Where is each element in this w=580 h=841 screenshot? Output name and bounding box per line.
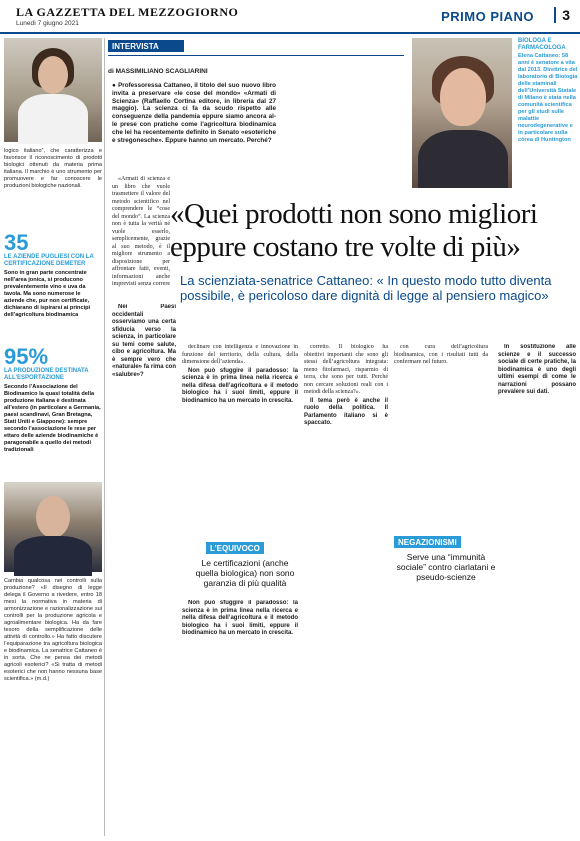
stat-value: 35 — [4, 230, 29, 255]
paragraph: Non può sfuggire il paradosso: la scienza è in prima linea nella ricerca e nella difesa dell’agricoltura e il metodo biologico ha i suoi limiti, eppure il biodinamico ha un mercato in crescita. — [182, 367, 298, 404]
stat-block-aziende — [4, 232, 102, 319]
stat-description: Sono in gran parte concentrate nell’area jonica, si producono prevalentemente vino e uva da tavola. Ma sono numerose le aziende che, pur non certificate, dichiarano di ispirarsi ai principi dell’agricoltura biodinamica — [4, 270, 91, 318]
page-number: 3 — [554, 7, 570, 23]
stat-description: Secondo l’Associazione del Biodinamico la quasi totalità della produzione italiana è destinata all’estero (in particolare a Germania, paesi scandinavi, Gran Bretagna, Stati Uniti e Giappone): sempre secondo l’associazione le rese per ettaro delle aziende biodinamiche è paragonabile a quello dei metodi tradizionali — [4, 384, 101, 453]
paragraph: In sostituzione alle scienze e il successo sociale di certe pratiche, la biodinamica è uno degli ultimi esempi di come le narrazioni possano prevalere sui dati. — [498, 344, 576, 395]
column-rule — [104, 38, 105, 836]
subheadline: La scienziata-senatrice Cattaneo: « In questo modo tutto diventa possibile, è pericoloso dare dignità di legge al pensiero magico» — [180, 273, 552, 303]
paragraph: con cura dell’agricoltura biodinamica, con i risultati tutti da confermare nel futuro. — [394, 344, 488, 365]
article-body-col2 — [182, 344, 298, 534]
caption-kicker: BIOLOGA E FARMACOLOGA — [518, 38, 566, 51]
sidebar-paragraph-top: logico italiano”, che caratterizza e favorisce il riconoscimento di prodotti biologici ottenuti da materia prima italiana. Il marchio è uno strumento per promuovere e far conoscere le produzioni biologiche nazionali. — [4, 148, 102, 189]
article-body-col1-lower — [112, 304, 176, 834]
paragraph: Non può sfuggire il paradosso: la scienza è in prima linea nella ricerca e nella difesa dell’agricoltura e il metodo biologico ha i suoi limiti, eppure il biodinamico ha un mercato in crescita. — [182, 600, 298, 636]
article-body-col5 — [498, 344, 576, 834]
article-body-col2-lower — [182, 600, 298, 834]
paragraph: Nei Paesi occidentali osserviamo una certa sfiducia verso la scienza, in particolare su temi come salute, cibo e agricoltura. Ma è sempre vero che «naturale» fa rima con «salubre»? — [112, 304, 176, 378]
pull-quote-equivoco: Le certificazioni (anche quella biologica) non sono garanzia di più qualità — [195, 558, 295, 588]
paragraph: Il tema però è anche il ruolo della politica. Il Parlamento italiano si è spaccato. — [304, 397, 388, 426]
sidebar-column — [4, 148, 102, 190]
paragraph: «Armati di scienza è un libro che vuole trasmettere il valore del metodo scientifico nel comprendere le “cose del mondo”. La scienza non è tutta la verità né vuole esserlo, semplicemente, grazie al suo metodo, è il migliore strumento a disposizione per affrontare fatti, eventi, informazioni anche imprevisti senza correre — [112, 176, 170, 287]
stat-caption: LE AZIENDE PUGLIESI CON LA CERTIFICAZIONE DEMETER — [4, 254, 94, 267]
box-tag-negazionismi: NEGAZIONISMI — [394, 536, 461, 548]
sidebar-portrait — [4, 482, 102, 572]
box-tag-equivoco: L’EQUIVOCO — [206, 542, 264, 554]
label-rule — [108, 55, 404, 56]
paragraph: corretto. Il biologico ha obiettivi importanti che sono gli stessi dell’agricoltura integrata: meno fitofarmaci, risparmio di terra, che sono per tutti. Perché non cercare soluzioni reali con i metodi della scienza?». — [304, 344, 388, 395]
section-title: PRIMO PIANO — [441, 9, 534, 24]
stat-caption: LA PRODUZIONE DESTINATA ALL’ESPORTAZIONE — [4, 368, 89, 381]
article-body-col1 — [112, 176, 170, 288]
page-header — [0, 0, 580, 34]
article-label: INTERVISTA — [108, 40, 184, 52]
pull-quote-negazionismi: Serve una “immunità sociale” contro ciarlatani e pseudo-scienze — [396, 552, 496, 582]
issue-date: Lunedì 7 giugno 2021 — [16, 20, 79, 27]
byline: di MASSIMILIANO SCAGLIARINI — [108, 68, 208, 75]
paragraph: declinare con intelligenza e innovazione in funzione del territorio, della cultura, della dimensione dell’azienda». — [182, 344, 298, 365]
main-photo — [412, 38, 512, 188]
sidebar-bottom-column — [4, 578, 102, 683]
caption-text: Elena Cattaneo: 58 anni è senatore a vita dal 2013. Direttrice del laboratorio di Biologia delle staminali dell’Università Statale di Milano è stata nella comunità scientifica per gli studi sulle malattie neurodegenerative e in particolare sulla còrea di Huntington — [518, 53, 578, 143]
stat-value: 95% — [4, 344, 49, 369]
article-body-col3 — [304, 344, 388, 834]
stat-block-esportazione — [4, 346, 102, 454]
headline: «Quei prodotti non sono migliori eppure costano tre volte di più» — [170, 198, 538, 263]
article-body-col4 — [394, 344, 488, 528]
sidebar-paragraph-bottom: Cambia qualcosa nei controlli sulla produzione? «Il disegno di legge delega il Governo a rivedere, entro 18 mesi la normativa in materia di armonizzazione e razionalizzazione sui controlli per la produzione agricola e agroalimentare biologica. Ha da fare tesoro della semplificazione delle attività di controllo.» Ha fatto discutere l’equiparazione tra agricoltura biologica e biodinamica. La senatrice Cattaneo è in sorta. Che ne pensa dei metodi agricoli esoterici? «Si tratta di metodi esoterici che non hanno nessuna base scientifica.» (m.d.) — [4, 578, 102, 682]
sidebar-photo — [4, 38, 102, 142]
masthead: LA GAZZETTA DEL MEZZOGIORNO — [16, 5, 239, 19]
photo-caption — [518, 38, 578, 144]
article-lead: ● Professoressa Cattaneo, il titolo del suo nuovo libro invita a preservare «le cose del mondo» «Armati di Scienza» (Raffaello Cortina editore, in libreria dal 27 maggio). La scienza ci fa da scudo rispetto alle conseguenze della pandemia eppure siamo ancora al-le prese con pratiche come l’agricoltura biodinamica che lei ha recentemente definito in Senato «esoteriche e stregonesche». Eppure hanno un mercato. Perché? — [112, 82, 276, 144]
